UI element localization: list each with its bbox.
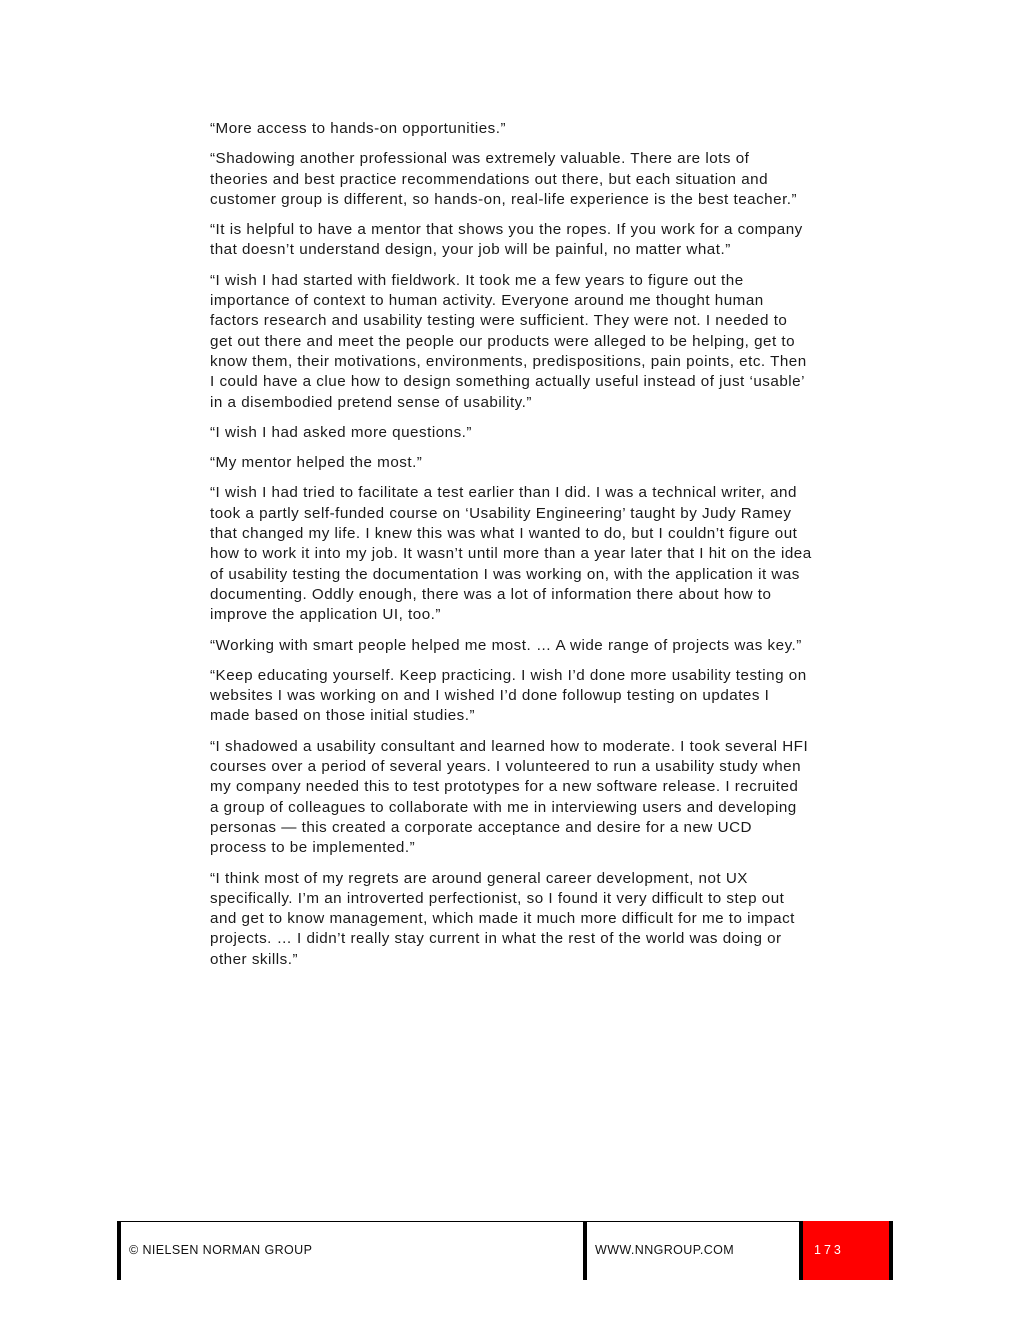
- quote-3: “It is helpful to have a mentor that shows you the ropes. If you work for a company that doesn’t understand design, your job will be painful, no matter what.”: [210, 221, 803, 259]
- quote-8: “Working with smart people helped me most. … A wide range of projects was key.”: [210, 636, 802, 654]
- footer-left-divider: [117, 1221, 121, 1280]
- quote-9: “Keep educating yourself. Keep practicing. I wish I’d done more usability testing on websites I was working on and I wished I’d done followup testing on updates I made based on those initial studies.”: [210, 666, 807, 725]
- quote-1: “More access to hands-on opportunities.”: [210, 120, 507, 137]
- footer-top-rule: [117, 1221, 893, 1222]
- quote-4: “I wish I had started with fieldwork. It took me a few years to figure out the importance of context to human activity. Everyone around me thought human factors research and usability testing were sufficient. They were not. I needed to get out there and meet the people our products were alleged to be helping, get to know them, their motivations, environments, predispositions, pain points, etc. Then I could have a clue how to design something actually useful instead of just ‘usable’ in a disembodied pretend sense of usability.”: [210, 271, 807, 411]
- quote-list: [210, 119, 812, 980]
- page-number: 173: [814, 1243, 844, 1257]
- quote-5: “I wish I had asked more questions.”: [210, 423, 472, 441]
- footer-copyright: © NIELSEN NORMAN GROUP: [129, 1243, 313, 1257]
- quote-10: “I shadowed a usability consultant and learned how to moderate. I took several HFI courses over a period of several years. I volunteered to run a usability study when my company needed this to test prototypes for a new software release. I recruited a group of colleagues to collaborate with me in interviewing users and developing personas — this created a corporate acceptance and desire for a new UCD process to be implemented.”: [210, 737, 809, 857]
- quote-2: “Shadowing another professional was extremely valuable. There are lots of theories and best practice recommendations out there, but each situation and customer group is different, so hands-on, real-life experience is the best teacher.”: [210, 150, 798, 208]
- quote-7: “I wish I had tried to facilitate a test earlier than I did. I was a technical writer, and took a partly self-funded course on ‘Usability Engineering’ taught by Judy Ramey that changed my life. I knew this was what I wanted to do, but I couldn’t figure out how to work it into my job. It wasn’t until more than a year later that I hit on the idea of usability testing the documentation I was working on, with the application it was documenting. Oddly enough, there was a lot of information there about how to improve the application UI, too.”: [210, 484, 812, 624]
- quote-11: “I think most of my regrets are around general career development, not UX specifically. I’m an introverted perfectionist, so I found it very difficult to step out and get to know management, which made it much more difficult for me to impact projects. … I didn’t really stay current in what the rest of the world was doing or other skills.”: [210, 869, 795, 968]
- footer-website: WWW.NNGROUP.COM: [595, 1243, 735, 1257]
- footer-end-divider: [889, 1221, 893, 1280]
- quote-6: “My mentor helped the most.”: [210, 454, 423, 472]
- page-footer: [117, 1221, 895, 1280]
- footer-middle-divider: [583, 1221, 587, 1280]
